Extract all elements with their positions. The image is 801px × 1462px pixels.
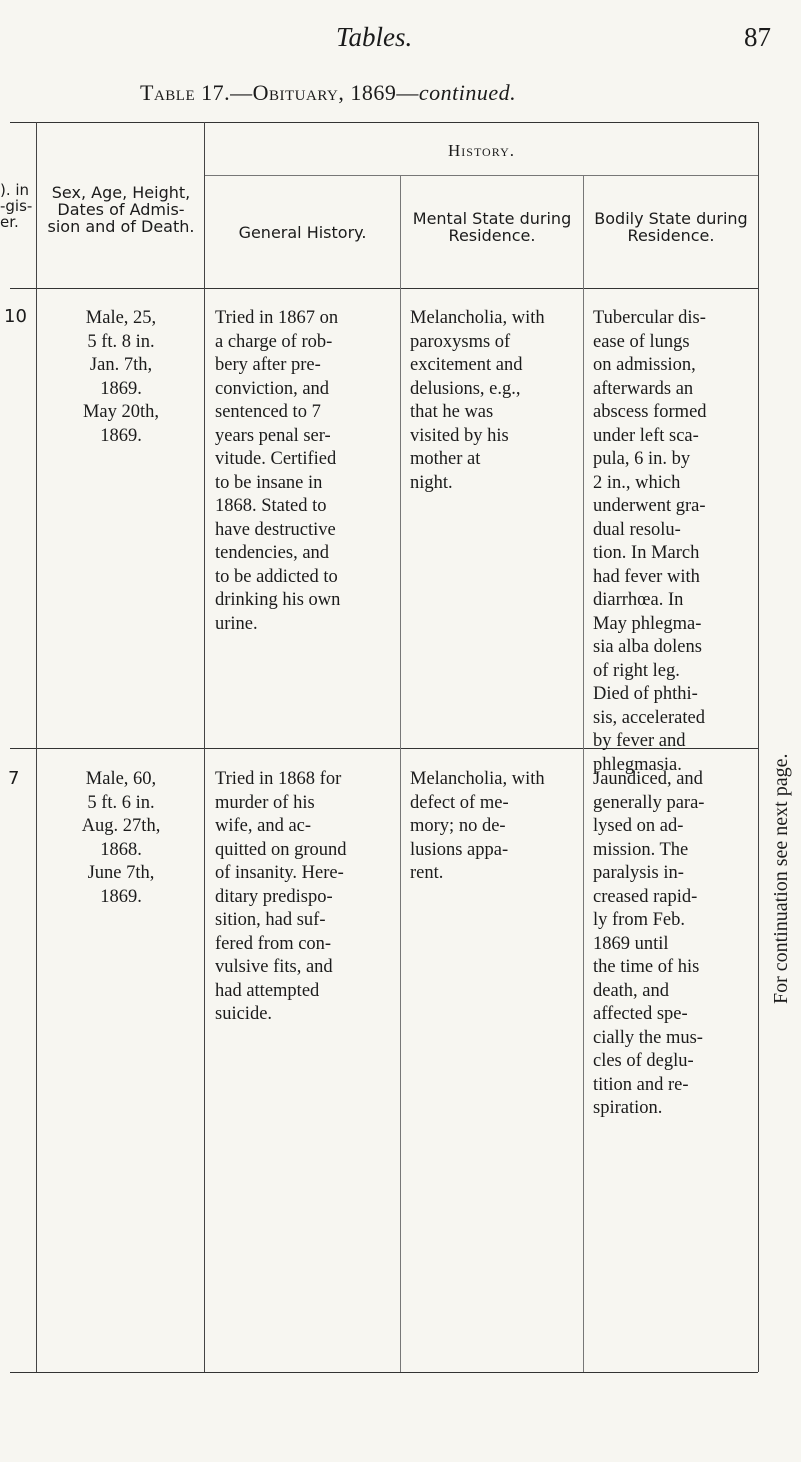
cell-line: visited by his (410, 425, 509, 446)
header-sex-age-line: Sex, Age, Height, (51, 183, 191, 202)
row-number: 7 (8, 768, 20, 789)
cell-line: sis, accelerated (593, 707, 705, 728)
cell-line: vitude. Certified (215, 449, 337, 469)
cell-line: tendencies, and (215, 543, 330, 563)
cell-general-history (215, 307, 340, 636)
cell-line: years penal ser- (215, 425, 331, 446)
cell-line: 1869 until (593, 933, 669, 954)
rule-col-4 (583, 175, 584, 1372)
running-head (0, 22, 801, 62)
header-number-stub-line: er. (0, 213, 19, 231)
cell-line: excitement and (410, 355, 523, 375)
cell-line: 1868. (100, 839, 142, 860)
cell-line: abscess formed (593, 402, 707, 422)
cell-line: Jan. 7th, (89, 355, 153, 375)
cell-line: under left sca- (593, 425, 699, 446)
cell-line: generally para- (593, 792, 705, 813)
cell-line: Melancholia, with (410, 769, 545, 789)
cell-line: spiration. (593, 1098, 663, 1118)
cell-line: bery after pre- (215, 355, 321, 375)
cell-line: mother at (410, 449, 481, 469)
cell-line: Died of phthi- (593, 684, 698, 704)
header-sex-age (37, 184, 205, 235)
cell-line: lusions appa- (410, 839, 509, 860)
cell-line: delusions, e.g., (410, 378, 521, 399)
cell-line: have destructive (215, 519, 336, 540)
cell-line: to be addicted to (215, 566, 338, 587)
cell-line: urine. (215, 613, 258, 634)
cell-line: afterwards an (593, 378, 694, 399)
cell-line: diarrhœa. In (593, 590, 684, 610)
cell-line: quitted on ground (215, 839, 347, 860)
cell-line: 1869. (100, 425, 142, 446)
cell-line: Melancholia, with (410, 308, 545, 328)
cell-line: 5 ft. 6 in. (87, 792, 155, 813)
cell-line: defect of me- (410, 792, 509, 813)
cell-line: cles of deglu- (593, 1051, 694, 1071)
cell-line: Male, 25, (85, 308, 157, 328)
cell-line: 1868. Stated to (215, 496, 327, 516)
table-title (140, 80, 516, 106)
continuation-note: For continuation see next page. (770, 753, 792, 1004)
cell-line: creased rapid- (593, 886, 698, 907)
cell-line: mory; no de- (410, 816, 506, 836)
cell-line: had attempted (215, 980, 320, 1001)
cell-line: sition, had suf- (215, 910, 326, 930)
cell-line: that he was (410, 402, 494, 422)
header-number-stub-line: ). in (0, 181, 30, 199)
cell-line: Tried in 1868 for (215, 769, 342, 789)
cell-sex-age (37, 768, 205, 909)
cell-line: of right leg. (593, 660, 680, 681)
cell-line: ditary predispo- (215, 886, 333, 907)
cell-line: had fever with (593, 566, 700, 587)
header-mental-state (401, 210, 583, 244)
header-general-history: General History. (238, 223, 367, 242)
cell-line: phlegmasia. (593, 754, 682, 775)
cell-line: affected spe- (593, 1004, 688, 1024)
cell-line: mission. The (593, 839, 689, 860)
cell-mental-state (410, 307, 545, 495)
cell-line: lysed on ad- (593, 816, 684, 836)
cell-line: underwent gra- (593, 496, 706, 516)
cell-line: Tubercular dis- (593, 308, 706, 328)
cell-line: tion. In March (593, 543, 700, 563)
cell-line: the time of his (593, 957, 700, 977)
cell-line: by fever and (593, 731, 686, 751)
rule-history-under (205, 175, 758, 176)
header-number-stub (0, 182, 32, 230)
rule-bottom (10, 1372, 758, 1373)
cell-sex-age (37, 307, 205, 448)
cell-bodily-state (593, 768, 704, 1121)
cell-line: a charge of rob- (215, 331, 333, 352)
header-bodily-state-line: Bodily State during (594, 209, 748, 228)
header-mental-state-line: Residence. (448, 226, 536, 245)
cell-general-history (215, 768, 347, 1027)
header-sex-age-line: sion and of Death. (47, 217, 195, 236)
cell-line: night. (410, 472, 453, 493)
rule-col-3 (400, 175, 401, 1372)
cell-line: to be insane in (215, 472, 323, 493)
cell-line: sentenced to 7 (215, 402, 321, 422)
header-history: History. (448, 141, 515, 160)
header-sex-age-line: Dates of Admis- (57, 200, 185, 219)
cell-line: ly from Feb. (593, 910, 685, 930)
rule-right (758, 122, 759, 1372)
cell-line: drinking his own (215, 590, 341, 610)
table-title-continued: continued. (418, 80, 517, 105)
cell-line: June 7th, (87, 863, 155, 883)
cell-mental-state (410, 768, 545, 886)
header-bodily-state (584, 210, 758, 244)
cell-line: May phlegma- (593, 613, 702, 634)
cell-line: cially the mus- (593, 1027, 703, 1048)
cell-line: 2 in., which (593, 472, 681, 493)
cell-line: death, and (593, 980, 670, 1001)
cell-line: 1869. (100, 378, 142, 399)
cell-line: 1869. (100, 886, 142, 907)
running-head-title: Tables. (336, 22, 413, 52)
header-mental-state-line: Mental State during (412, 209, 572, 228)
cell-line: 5 ft. 8 in. (87, 331, 155, 352)
cell-line: Jaundiced, and (593, 769, 703, 789)
cell-line: suicide. (215, 1004, 273, 1024)
rule-header-bottom (10, 288, 758, 289)
page-number: 87 (744, 22, 771, 52)
header-bodily-state-line: Residence. (627, 226, 715, 245)
row-number: 10 (4, 306, 27, 327)
cell-line: pula, 6 in. by (593, 449, 691, 469)
cell-bodily-state (593, 307, 707, 777)
cell-line: dual resolu- (593, 519, 681, 540)
cell-line: on admission, (593, 355, 696, 375)
cell-line: ease of lungs (593, 331, 690, 352)
cell-line: vulsive fits, and (215, 957, 333, 977)
cell-line: rent. (410, 863, 444, 883)
rule-top (10, 122, 758, 123)
cell-line: May 20th, (82, 402, 160, 422)
cell-line: Aug. 27th, (81, 816, 161, 836)
cell-line: Tried in 1867 on (215, 308, 339, 328)
cell-line: wife, and ac- (215, 816, 312, 836)
cell-line: murder of his (215, 792, 315, 813)
cell-line: Male, 60, (85, 769, 157, 789)
cell-line: tition and re- (593, 1074, 689, 1095)
cell-line: conviction, and (215, 378, 330, 399)
cell-line: of insanity. Here- (215, 863, 344, 883)
header-number-stub-line: -gis- (0, 197, 33, 215)
table-title-label: Table 17.—Obituary, 1869— (140, 80, 419, 105)
cell-line: paroxysms of (410, 331, 511, 352)
cell-line: fered from con- (215, 933, 332, 954)
cell-line: sia alba dolens (593, 637, 702, 657)
cell-line: paralysis in- (593, 863, 684, 883)
